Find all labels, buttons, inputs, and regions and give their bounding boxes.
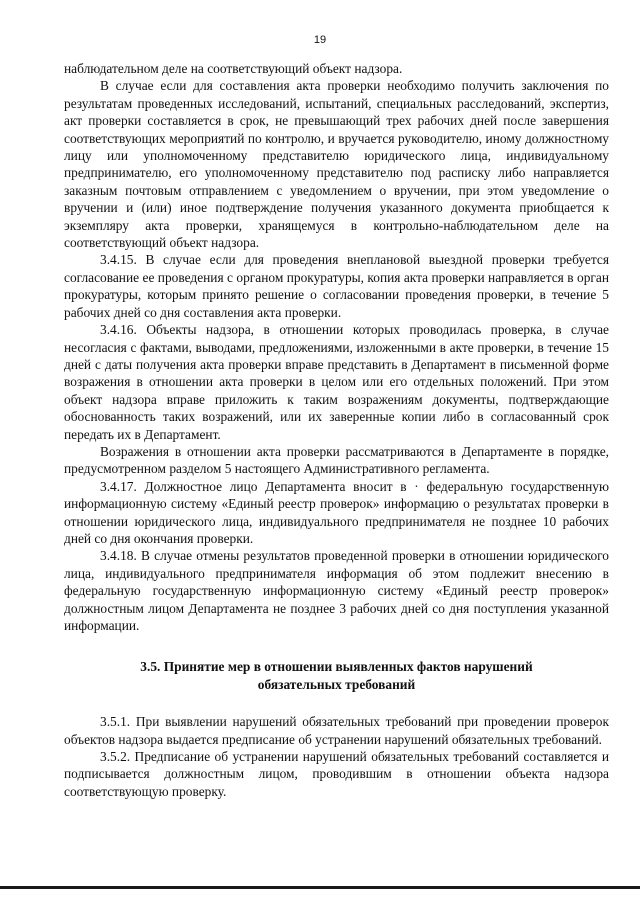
section-heading [64,658,609,693]
paragraph-3-5-1: 3.5.1. При выявлении нарушений обязательных требований при проведении проверок объектов надзора выдается предписание об устранении нарушений обязательных требований. [64,714,609,747]
page-bottom-border [0,886,640,889]
page-number: 19 [313,34,327,46]
document-body [64,60,609,800]
paragraph-objections: Возражения в отношении акта проверки рассматриваются в Департаменте в порядке, предусмотренном разделом 5 настоящего Административного регламента. [64,443,609,477]
paragraph-3-4-15: 3.4.15. В случае если для проведения внеплановой выездной проверки требуется согласование ее проведения с органом прокуратуры, копия акта проверки направляется в орган прокуратуры, которым принято решение о согласовании проведения проверки, в течение 5 рабочих дней со дня составления акта проверки. [64,252,609,320]
paragraph-3-4-18: 3.4.18. В случае отмены результатов проведенной проверки в отношении юридического лица, индивидуального предпринимателя информация об этом подлежит внесению в федеральную государственную информационную систему «Единый реестр проверок» должностным лицом Департамента не позднее 3 рабочих дней со дня поступления указанной информации. [64,548,609,633]
paragraph-3-4-17: 3.4.17. Должностное лицо Департамента вносит в · федеральную государственную информационную систему «Единый реестр проверок» информацию о результатах проверки в отношении юридического лица, индивидуального предпринимателя не позднее 10 рабочих дней со дня окончания проверки. [64,478,609,546]
section-heading-line-1: 3.5. Принятие мер в отношении выявленных фактов нарушений [140,659,533,675]
paragraph-3-4-16: 3.4.16. Объекты надзора, в отношении которых проводилась проверка, в случае несогласия с фактами, выводами, предложениями, изложенными в акте проверки, в течение 15 дней с даты получения акта проверки вправе представить в Департамент в письменной форме возражения в отношении акта проверки в целом или его отдельных положений. При этом объект надзора вправе приложить к таким возражениям документы, подтверждающие обоснованность таких возражений, или их заверенные копии либо в согласованный срок передать их в Департамент. [64,322,609,442]
section-heading-line-2: обязательных требований [257,676,416,692]
paragraph-continuation: наблюдательном деле на соответствующий объект надзора. [64,61,403,76]
paragraph-3-5-2: 3.5.2. Предписание об устранении нарушений обязательных требований составляется и подписывается должностным лицом, проводившим в отношении объекта надзора соответствующую проверку. [64,749,609,799]
paragraph-act-delivery: В случае если для составления акта проверки необходимо получить заключения по результатам проведенных исследований, испытаний, специальных расследований, экспертиз, акт проверки составляется в срок, не превышающий трех рабочих дней после завершения соответствующих мероприятий по контролю, и вручается руководителю, иному должностному лицу или уполномоченному представителю юридического лица, индивидуальному предпринимателю, его уполномоченному представителю под расписку либо направляется заказным почтовым отправлением с уведомлением о вручении, при этом уведомление о вручении и (или) иное подтверждение получения указанного документа приобщается к экземпляру акта проверки, хранящемуся в контрольно-наблюдательном деле на соответствующий объект надзора. [64,78,609,251]
